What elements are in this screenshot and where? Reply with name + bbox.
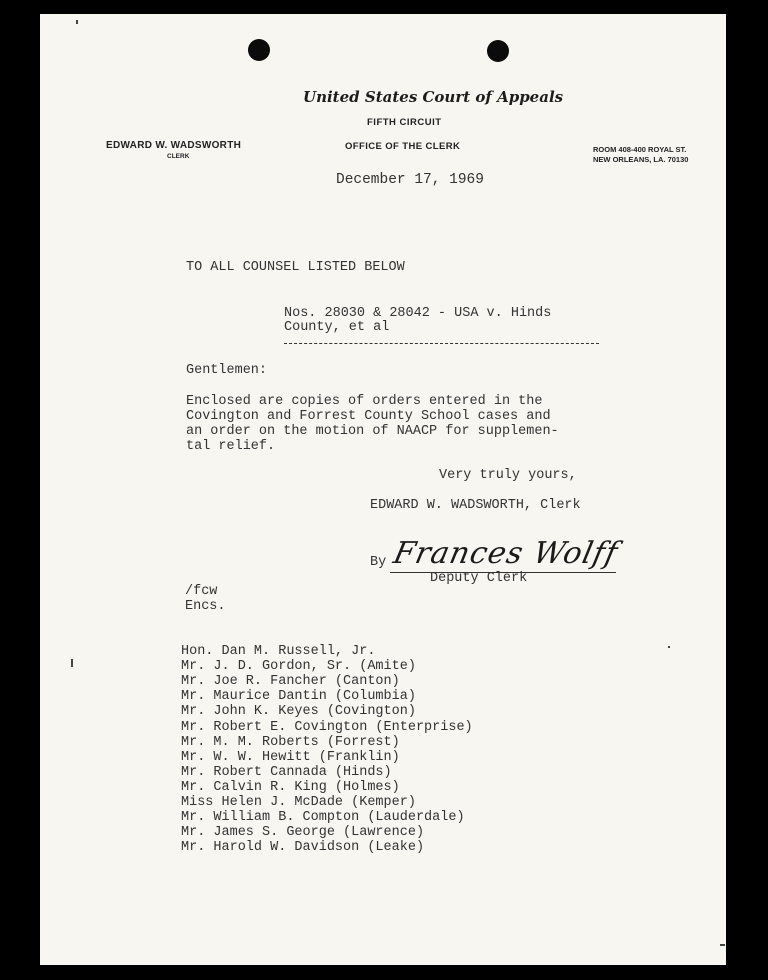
case-line-2: County, et al [284,320,390,335]
address-line-1: ROOM 408-400 ROYAL ST. [593,145,687,154]
signature: Frances Wolff [390,536,622,571]
punch-hole-right [487,40,509,62]
case-line-1: Nos. 28030 & 28042 - USA v. Hinds [284,306,552,321]
list-item: Mr. Robert E. Covington (Enterprise) [181,720,473,735]
typist-initials: /fcw [185,584,218,599]
list-item: Hon. Dan M. Russell, Jr. [181,644,376,659]
signer-name: EDWARD W. WADSWORTH, Clerk [370,498,581,513]
addressee: TO ALL COUNSEL LISTED BELOW [186,260,405,275]
scan-speck [668,646,670,648]
body-line: Enclosed are copies of orders entered in the [186,394,543,409]
punch-hole-left [248,39,270,61]
list-item: Mr. Harold W. Davidson (Leake) [181,840,425,855]
clerk-name: EDWARD W. WADSWORTH [106,140,242,151]
closing: Very truly yours, [439,468,577,483]
list-item: Mr. Maurice Dantin (Columbia) [181,689,416,704]
list-item: Mr. William B. Compton (Lauderdale) [181,810,465,825]
case-underline [284,343,599,344]
body-line: tal relief. [186,439,276,454]
salutation: Gentlemen: [186,363,268,378]
list-item: Mr. W. W. Hewitt (Franklin) [181,750,400,765]
circuit-name: FIFTH CIRCUIT [367,117,442,128]
court-name: United States Court of Appeals [303,88,564,106]
list-item: Mr. James S. George (Lawrence) [181,825,425,840]
list-item: Mr. Joe R. Fancher (Canton) [181,674,400,689]
list-item: Mr. Robert Cannada (Hinds) [181,765,392,780]
clerk-title: CLERK [167,153,190,160]
list-item: Mr. John K. Keyes (Covington) [181,704,416,719]
scan-speck [76,20,78,24]
scan-speck [71,659,73,667]
body-line: Covington and Forrest County School cases and [186,409,551,424]
body-line: an order on the motion of NAACP for supplemen- [186,424,559,439]
list-item: Miss Helen J. McDade (Kemper) [181,795,416,810]
list-item: Mr. M. M. Roberts (Forrest) [181,735,400,750]
letter-date: December 17, 1969 [336,172,484,188]
deputy-title: Deputy Clerk [430,571,528,586]
scan-speck [720,944,725,946]
by-label: By [370,555,387,570]
letter-page [40,14,726,965]
list-item: Mr. J. D. Gordon, Sr. (Amite) [181,659,416,674]
office-name: OFFICE OF THE CLERK [345,141,461,152]
list-item: Mr. Calvin R. King (Holmes) [181,780,400,795]
enclosures: Encs. [185,599,226,614]
address-line-2: NEW ORLEANS, LA. 70130 [593,155,689,164]
